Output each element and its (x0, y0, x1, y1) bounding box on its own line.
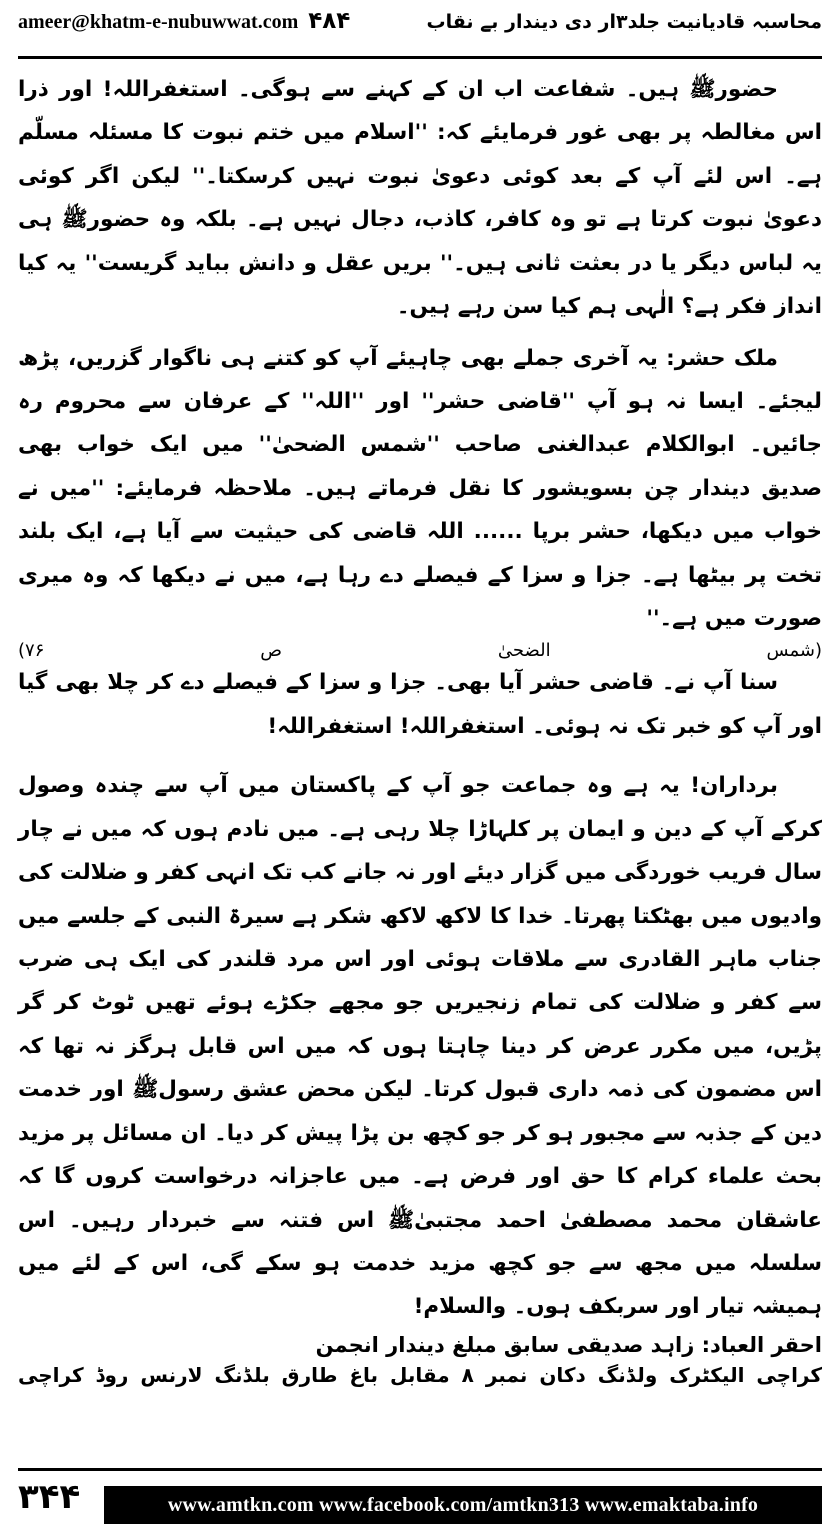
footer-page-number: ۳۴۴ (18, 1477, 81, 1517)
header-center-group (18, 8, 350, 34)
paragraph-1: حضورﷺ ہیں۔ شفاعت اب ان کے کہنے سے ہوگی۔ استغفراللہ! اور ذرا اس مغالطہ پر بھی غور فرمایئے کہ: ''اسلام میں ختم نبوت کا مسئلہ مسلّم ہے۔ اس لئے آپ کے بعد کوئی دعویٰ نبوت نہیں کرسکتا۔'' لیکن اگر کوئی دعویٰ نبوت کرتا ہے تو وہ کافر، کاذب، دجال نہیں ہے۔ بلکہ وہ حضورﷺ ہی یہ لباس دیگر یا در بعثت ثانی ہیں۔'' بریں عقل و دانش بباید گریست'' یہ کیا انداز فکر ہے؟ الٰہی ہم کیا سن رہے ہیں۔ (18, 77, 822, 320)
header-page-number: ۴۸۴ (308, 8, 351, 34)
footer-links[interactable]: www.amtkn.com www.facebook.com/amtkn313 www.emaktaba.info (104, 1486, 822, 1524)
page-body (18, 68, 822, 1468)
header-book-title: محاسبہ قادیانیت جلد۳ار دی دیندار بے نقاب (426, 11, 822, 33)
footer-divider (18, 1468, 822, 1471)
paragraph-3: سنا آپ نے۔ قاضی حشر آیا بھی۔ جزا و سزا کے فیصلے دے کر چلا بھی گیا اور آپ کو خبر تک نہ ہوئی۔ استغفراللہ! استغفراللہ! (18, 670, 822, 739)
page-header (0, 0, 840, 62)
page-footer (0, 1468, 840, 1540)
address-line: کراچی الیکٹرک ولڈنگ دکان نمبر ۸ مقابل باغ طارق بلڈنگ لارنس روڈ کراچی (18, 1362, 822, 1387)
citation-reference: (شمس الضحیٰ ص ۷۶) (18, 640, 822, 662)
paragraph-2: ملک حشر: یہ آخری جملے بھی چاہیئے آپ کو کتنے ہی ناگوار گزریں، پڑھ لیجئے۔ ایسا نہ ہو آپ ''قاضی حشر'' اور ''اللہ'' کے عرفان سے محروم رہ جائیں۔ ابوالکلام عبدالغنی صاحب ''شمس الضحیٰ'' میں ایک خواب بھی صدیق دیندار چن بسویشور کا نقل فرماتے ہیں۔ ملاحظہ فرمایئے: ''میں نے خواب میں دیکھا، حشر برپا ...... اللہ قاضی کی حیثیت سے آیا ہے، ایک بلند تخت پر بیٹھا ہے۔ جزا و سزا کے فیصلے دے رہا ہے، میں نے دیکھا کہ وہ میری صورت میں ہے۔'' (18, 345, 822, 632)
header-email: ameer@khatm-e-nubuwwat.com (18, 11, 299, 33)
paragraph-4: برداران! یہ ہے وہ جماعت جو آپ کے پاکستان میں آپ سے چندہ وصول کرکے آپ کے دین و ایمان پر کلہاڑا چلا رہی ہے۔ میں نادم ہوں کہ میں نے چار سال فریب خوردگی میں گزار دیئے اور نہ جانے کب تک انہی کفر و ضلالت کی وادیوں میں بھٹکتا پھرتا۔ خدا کا لاکھ لاکھ شکر ہے سیرۃ النبی کے جلسے میں جناب ماہر القادری سے ملاقات ہوئی اور اس مرد قلندر کی ایک ہی ضرب سے کفر و ضلالت کی تمام زنجیریں جو مجھے جکڑے ہوئے تھیں ٹوٹ کر گر پڑیں، میں مکرر عرض کر دینا چاہتا ہوں کہ میں اس قابل ہرگز نہ تھا کہ اس مضمون کی ذمہ داری قبول کرتا۔ لیکن محض عشق رسولﷺ اور خدمت دین کے جذبہ سے مجبور ہو کر جو کچھ بن پڑا پیش کر دیا۔ ان مسائل پر مزید بحث علماء کرام کا حق اور فرض ہے۔ میں عاجزانہ درخواست کروں گا کہ عاشقان محمد مصطفیٰ احمد مجتبیٰﷺ اس فتنہ سے خبردار رہیں۔ اس سلسلہ میں مجھ سے جو کچھ مزید خدمت ہو سکے گی، اس کے لئے میں ہمیشہ تیار اور سربکف ہوں۔ والسلام! (18, 773, 822, 1320)
spacer-2 (18, 750, 822, 764)
header-divider (18, 56, 822, 59)
signature-line (18, 1333, 822, 1357)
signature-text: احقر العباد: زاہد صدیقی سابق مبلغ دیندار انجمن (315, 1332, 822, 1357)
